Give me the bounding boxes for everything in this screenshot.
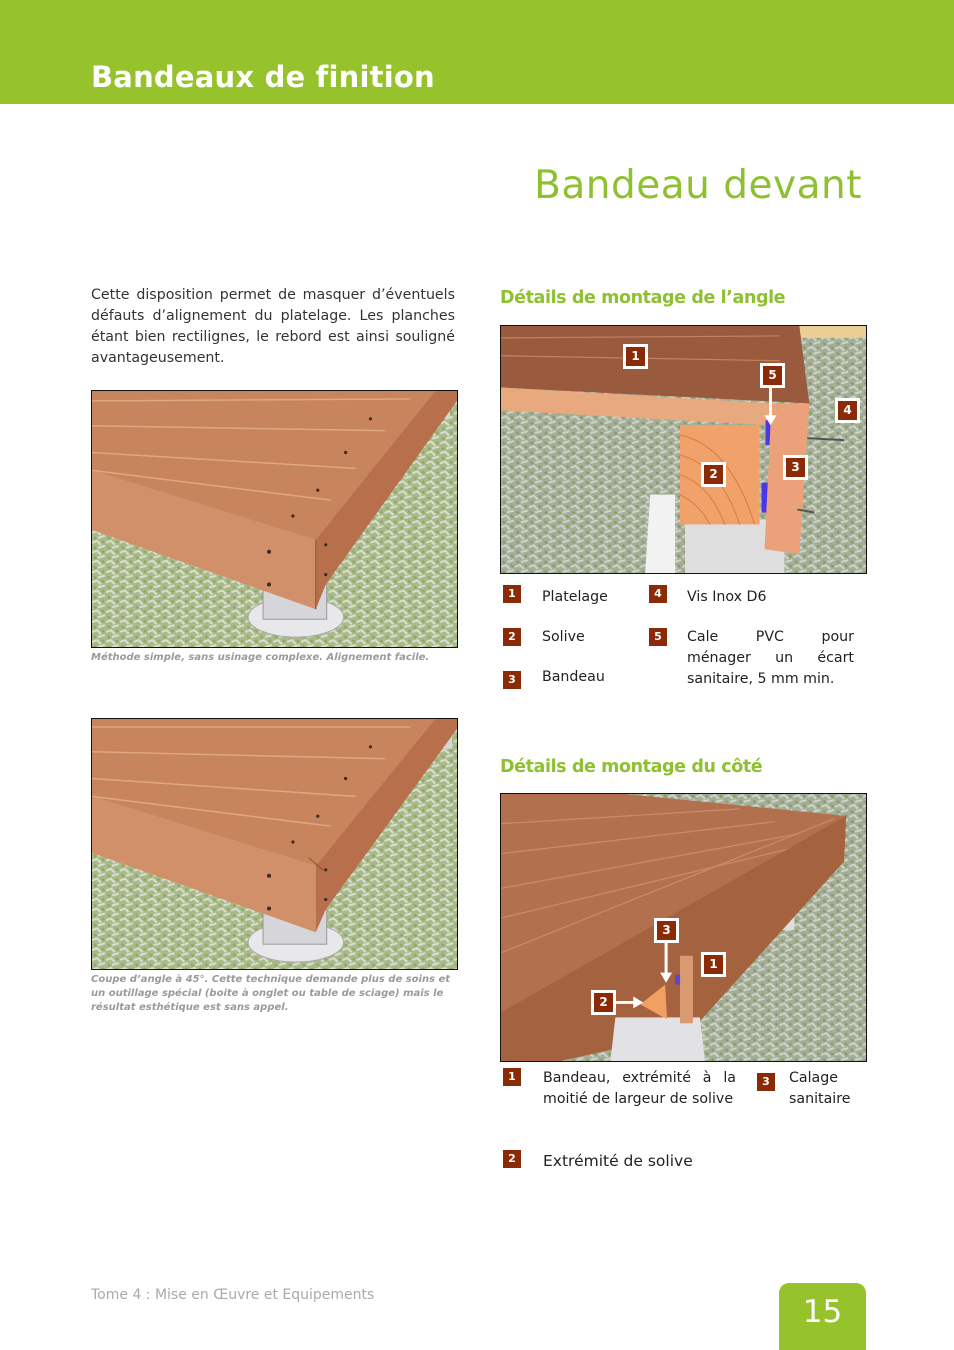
deck-corner-mitre-illustration [91, 718, 458, 970]
angle-section-title: Détails de montage de l’angle [500, 288, 786, 308]
chapter-title: Bandeaux de finition [91, 60, 435, 94]
legend-badge-5: 5 [649, 628, 667, 646]
image-badge-1: 1 [701, 952, 726, 977]
legend-label-extremite-solive: Extrémité de solive [543, 1152, 693, 1170]
legend-badge-1: 1 [503, 1068, 521, 1086]
figure-caption-mitre: Coupe d’angle à 45°. Cette technique demande plus de soins et un outillage spécial (boite à onglet ou table de sciage) mais le résultat esthétique est sans appel. [91, 974, 451, 1013]
legend-badge-3: 3 [757, 1073, 775, 1091]
page-title: Bandeau devant [534, 163, 862, 208]
page-number: 15 [779, 1283, 866, 1350]
image-badge-3: 3 [783, 455, 808, 480]
legend-badge-4: 4 [649, 585, 667, 603]
footer-book-title: Tome 4 : Mise en Œuvre et Equipements [91, 1287, 375, 1303]
image-badge-2: 2 [591, 990, 616, 1015]
side-assembly-illustration [500, 793, 867, 1062]
legend-label-bandeau-extremite: Bandeau, extrémité à la moitié de largeur de solive [543, 1070, 736, 1107]
legend-label-platelage: Platelage [542, 589, 608, 605]
legend-badge-1: 1 [503, 585, 521, 603]
side-section-title: Détails de montage du côté [500, 757, 763, 777]
angle-assembly-illustration [500, 325, 867, 574]
image-badge-1: 1 [623, 344, 648, 369]
image-badge-2: 2 [701, 462, 726, 487]
image-badge-4: 4 [835, 398, 860, 423]
legend-label-bandeau: Bandeau [542, 669, 605, 685]
legend-label-cale-pvc: Cale PVC pour ménager un écart sanitaire, 5 mm min. [687, 629, 854, 687]
legend-label-vis-inox: Vis Inox D6 [687, 589, 767, 605]
legend-badge-3: 3 [503, 671, 521, 689]
legend-label-solive: Solive [542, 629, 585, 645]
image-badge-3: 3 [654, 918, 679, 943]
intro-paragraph: Cette disposition permet de masquer d’éventuels défauts d’alignement du platelage. Les planches étant bien rectilignes, le rebord est ainsi souligné avantageusement. [91, 287, 455, 366]
deck-corner-simple-illustration [91, 390, 458, 648]
legend-label-calage-sanitaire: Calage sanitaire [789, 1070, 851, 1107]
legend-badge-2: 2 [503, 1150, 521, 1168]
figure-caption-simple: Méthode simple, sans usinage complexe. Alignement facile. [91, 652, 430, 663]
legend-badge-2: 2 [503, 628, 521, 646]
image-badge-5: 5 [760, 363, 785, 388]
